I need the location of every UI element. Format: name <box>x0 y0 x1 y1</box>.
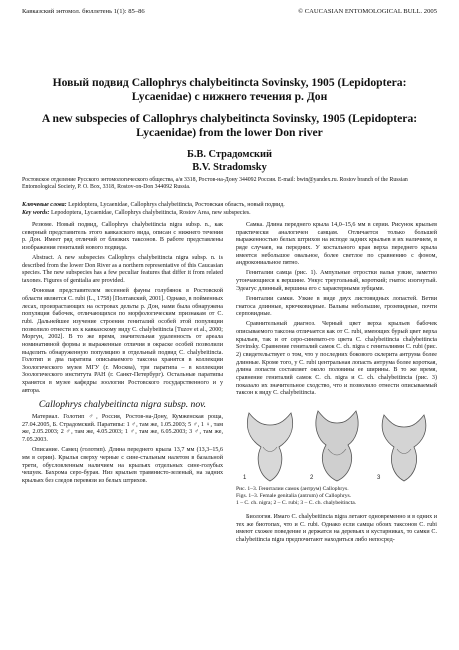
biology-section: Биология. Имаго C. chalybeitincta nigra летают одновременно и в одних и тех же биотопах, что и C. rubi. Однако если самцы обоих таксонов C. rubi имеют схожее поведение и держатся на деревьях и кустарниках, то самки C. chalybeitincta nigra предпочитают находиться либо непосред- <box>236 513 437 543</box>
introduction: Фоновая представителем весенней фауны голубянок в Ростовской области является C. rubi (L., 1758) [Полтавский, 2001]. Однако, в пойменных лесах, произрастающих на островах дельты р. Дон, нами была обнаружена популяция бабочек, отличающихся по морфологическим признакам от C. rubi. Дальнейшее изучение строения гениталий особей этой популяции позволило отнести их к кавказскому виду C. chalybeitincta [Tuzov et al., 2000; Моргун, 2002]. В то же время, значительная удаленность от ареала номинативной формы и выраженные отличия в окраске особей позволили выделить обнаруженную популяцию в отдельный подвид C. chalybeitincta. Голотип и два паратипа описываемого таксона хранятся в коллекции Зоологического музея МГУ (г. Москва), три паратипа – в коллекции Зоологического института РАН (г. Санкт-Петербург). Остальные паратипы хранятся в музее кафедры зоологии Ростовского государственного и у автора. <box>22 288 223 394</box>
species-heading: Callophrys chalybeitincta nigra subsp. nov. <box>38 399 207 411</box>
material-section: Материал. Голотип ♂, Россия, Ростов-на-Дону, Кумженская роща, 27.04.2005, Б. Страдомский. Паратипы: 1 ♂, там же, 1.05.2003; 5 ♂, 1 ♀, там же, 2.05.2003; 2 ♂, там же, 4.05.2003; 1 ♂, там же, 6.05.2003; 3 ♂, там же, 7.05.2003. <box>22 414 223 444</box>
keywords <box>22 202 437 218</box>
title-russian: Новый подвид Callophrys chalybeitincta Sovinsky, 1905 (Lepidoptera: Lycaenidae) с нижнего течения р. Дон <box>52 76 407 103</box>
female-description: Самка. Длина переднего крыла 14,0–15,6 мм в серии. Рисунок крыльев практически аналогичен самцам. Отличается только большей выраженностью белых штрихов на исподе задних крыльев и их наличием, в ряде случаев, на передних. У костального края верха переднего крыла имеется небольшое овальное, более светлое по сравнению с фоном, андрокониальное пятно. <box>236 222 437 267</box>
svg-text:1: 1 <box>242 474 246 481</box>
author-english: B.V. Stradomsky <box>192 161 267 173</box>
svg-text:3: 3 <box>376 474 380 481</box>
authors <box>22 149 437 174</box>
keywords-ru-label: Ключевые слова: <box>22 202 67 208</box>
male-genitalia: Гениталии самца (рис. 1). Ампульные отростки вальв узкие, заметно утончающиеся к вершине. Ункус треугольный, короткий; гнатос изогнутый. Эдеагус длинный, вершина его с характерными зубцами. <box>236 270 437 292</box>
journal-citation: Кавказский энтомол. бюллетень 1(1): 85–86 <box>22 8 145 15</box>
figure-caption <box>236 486 437 507</box>
left-column <box>22 222 223 547</box>
title-block <box>22 76 437 174</box>
right-column <box>236 222 437 547</box>
body-columns <box>22 222 437 547</box>
figure-1-antrum-drawing <box>241 403 299 483</box>
figure-2-antrum-drawing <box>308 403 366 483</box>
figure-3-antrum-drawing <box>375 403 433 483</box>
description-section: Описание. Самец (голотип). Длина переднего крыла 13,7 мм (13,3–15,6 мм в серии). Крылья сверху черные с сине-стальным налетом в базальной трети, обусловленным наличием на крыльях отдельных сине-голубых чешуек. Бахрома серо-бурая. Низ крыльев травянисто-зеленый, на задних крыльях без следов перевязи из белых штрихов. <box>22 447 223 484</box>
keywords-en: Lepodoptera, Lycaenidae, Callophrys chalybeitincta, Rostov Area, new subspecies. <box>51 209 251 216</box>
figure-caption-en: Figs. 1–3. Female genitalia (antrum) of Callophrys. <box>236 492 352 499</box>
figure-caption-detail: 1 – C. ch. nigra; 2 – C. rubi; 3 – C. ch. chalybeitincta. <box>236 499 357 506</box>
genitalia-figure <box>236 401 437 483</box>
copyright: © CAUCASIAN ENTOMOLOGICAL BULL. 2005 <box>298 8 437 15</box>
affiliation: Ростовское отделение Русского энтомологического общества, а/я 3318, Ростов-на-Дону 344092 Россия. E-mail: bwin@yandex.ru. Rostov branch of the Russian Entomological Society, P. O. Box, 3318, Rostov-on-Don 344092 Russia. <box>22 177 408 191</box>
keywords-en-label: Key words: <box>22 209 50 216</box>
svg-text:2: 2 <box>309 474 313 481</box>
title-english: A new subspecies of Callophrys chalybeitincta Sovinsky, 1905 (Lepidoptera: Lycaenidae) from the lower Don river <box>41 112 418 139</box>
abstract-russian: Резюме. Новый подвид, Callophrys chalybeitincta nigra subsp. n., как северный представитель этого кавказского вида, описан с нижнего течения р. Дон. Имеет ряд отличий от близких таксонов. В работе представлены изображения гениталий нового подвида. <box>22 222 223 251</box>
running-header <box>22 8 437 15</box>
author-russian: Б.В. Страдомский <box>186 149 273 160</box>
female-genitalia: Гениталии самки. Узкие в виде двух листовидных лопастей. Ветви гнатоса длинные, крючковидные. Вальвы небольшие, грозевидные, почти серповидные. <box>236 295 437 318</box>
abstract-english: Abstract. A new subspecies Callophrys chalybeitincta nigra subsp. n. is described from the lower Don River as a northern representative of this Caucasian species. The new subspecies has a few peculiar features that differ it from related taxones. Figures of genitalia are provided. <box>22 255 223 285</box>
figure-caption-ru: Рис. 1–3. Гениталии самок (антрум) Callophrys. <box>236 485 349 492</box>
comparative-diagnosis: Сравнительный диагноз. Черный цвет верха крыльев бабочек описываемого таксона отличается как от C. rubi, имеющих бурый цвет верха крыльев, так и от серо-синевато-го цвета C. chalybeitincta chalybeitincta Sovinsky. Сравнение гениталий самок C. ch. nigra с гениталиями C. rubi (рис. 2) свидетельствует о том, что у последних бокового склерита антрума более длинные. Кроме того, у C. rubi центральная лопасть антрума более короткая, длина лопасти составляет около половины ее ширины. В то же время, сравнение гениталий самок C. ch. nigra и C. ch. chalybeitincta (рис. 3) показало их значительное сходство, что и позволило отнести описываемый таксон к виду C. chalybeitincta. <box>236 321 437 397</box>
keywords-ru: Lepidoptera, Lycaenidae, Callophrys chalybeitincta, Ростовская область, новый подвид. <box>68 202 285 208</box>
